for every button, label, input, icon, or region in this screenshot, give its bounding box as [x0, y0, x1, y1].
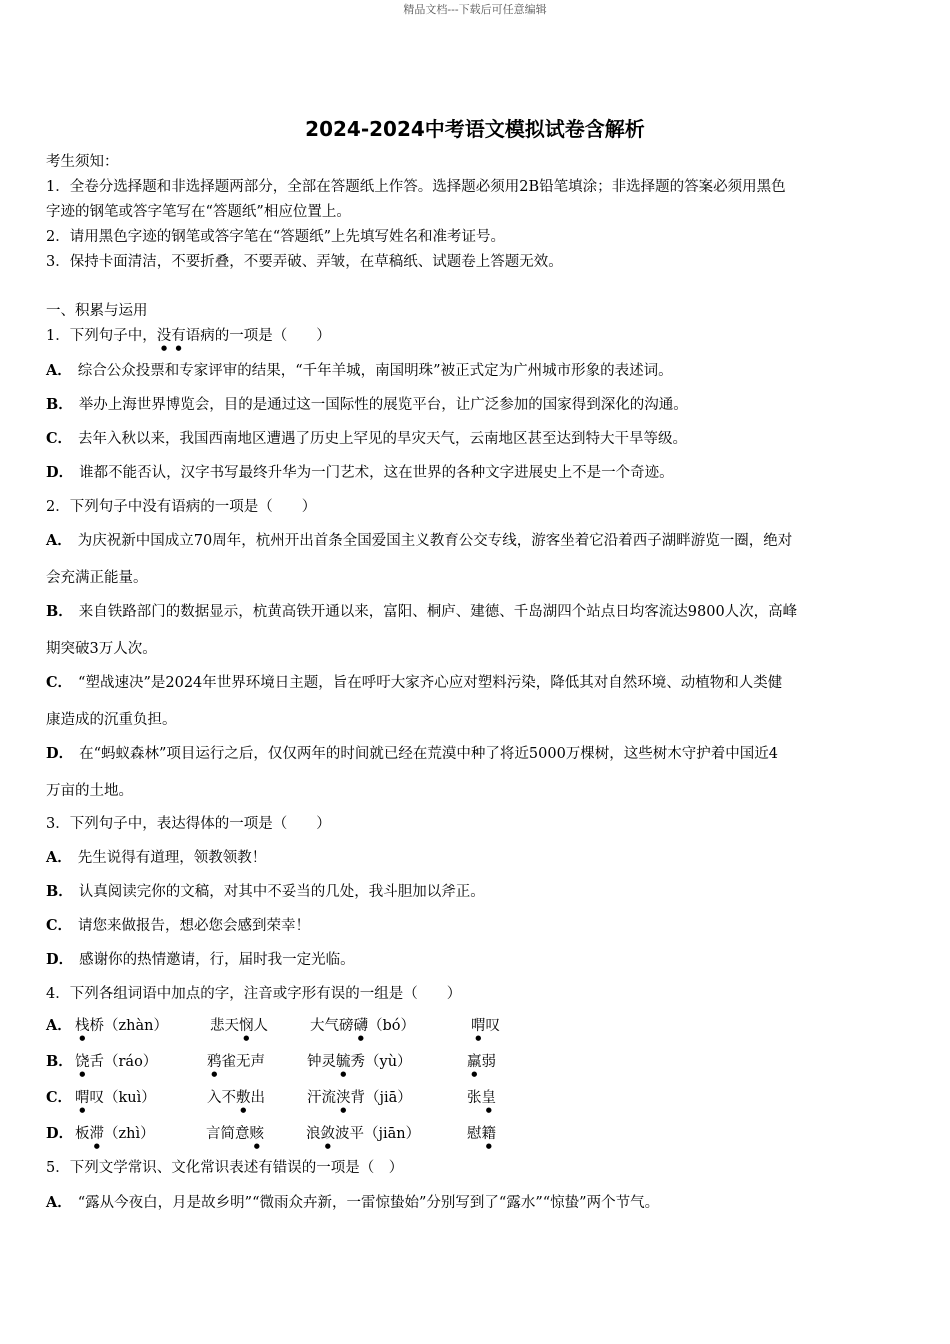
emphasis-word: 没有	[156, 328, 186, 344]
q4-row-c: C． 喟叹（kuì） 入不敷出 汗流浃背（jiā） 张皇	[46, 1089, 496, 1106]
q5-option-a: A． “露从今夜白，月是故乡明”“微雨众卉新，一雷惊蛰始”分别写到了“露水”“惊蛰”两个节气。	[46, 1194, 660, 1211]
q2-option-c-cont: 康造成的沉重负担。	[46, 712, 177, 728]
notice-item: 1．全卷分选择题和非选择题两部分，全部在答题纸上作答。选择题必须用2B铅笔填涂；非选择题的答案必须用黑色	[46, 179, 786, 195]
notice-item: 字迹的钢笔或答字笔写在“答题纸”相应位置上。	[46, 204, 351, 220]
section-heading: 一、积累与运用	[46, 303, 148, 319]
q4-row-b: B． 饶舌（ráo） 鸦雀无声 钟灵毓秀（yù） 羸弱	[46, 1053, 496, 1070]
question-5-stem: 5．下列文学常识、文化常识表述有错误的一项是（ ）	[46, 1160, 404, 1176]
q1-option-a: A． 综合公众投票和专家评审的结果，“千年羊城，南国明珠”被正式定为广州城市形象的表述词。	[46, 362, 673, 379]
notice-heading: 考生须知：	[46, 154, 119, 170]
q2-option-d: D． 在“蚂蚁森林”项目运行之后，仅仅两年的时间就已经在荒漠中种了将近5000万棵树，这些树木守护着中国近4	[46, 745, 779, 762]
page-title: 2024-2024中考语文模拟试卷含解析	[305, 117, 645, 141]
header-note: 精品文档---下载后可任意编辑	[403, 3, 547, 16]
q3-option-b: B． 认真阅读完你的文稿，对其中不妥当的几处，我斗胆加以斧正。	[46, 883, 485, 900]
q1-option-b: B． 举办上海世界博览会，目的是通过这一国际性的展览平台，让广泛参加的国家得到深化的沟通。	[46, 396, 688, 413]
q3-option-d: D． 感谢你的热情邀请，行，届时我一定光临。	[46, 951, 355, 968]
q2-option-b: B． 来自铁路部门的数据显示，杭黄高铁开通以来，富阳、桐庐、建德、千岛湖四个站点日均客流达9800人次，高峰	[46, 603, 798, 620]
q2-option-c: C． “塑战速决”是2024年世界环境日主题，旨在呼吁大家齐心应对塑料污染，降低其对自然环境、动植物和人类健	[46, 674, 783, 691]
question-3-stem: 3．下列句子中，表达得体的一项是（ ）	[46, 816, 331, 832]
question-2-stem: 2．下列句子中没有语病的一项是（ ）	[46, 499, 317, 515]
q3-option-c: C． 请您来做报告，想必您会感到荣幸！	[46, 917, 311, 934]
q2-option-d-cont: 万亩的土地。	[46, 783, 133, 799]
q2-option-a-cont: 会充满正能量。	[46, 570, 148, 586]
q2-option-b-cont: 期突破3万人次。	[46, 641, 157, 657]
question-1-stem: 1．下列句子中，没有语病的一项是（ ）	[46, 328, 331, 344]
question-4-stem: 4．下列各组词语中加点的字，注音或字形有误的一组是（ ）	[46, 986, 462, 1002]
notice-item: 3．保持卡面清洁，不要折叠，不要弄破、弄皱，在草稿纸、试题卷上答题无效。	[46, 254, 563, 270]
q4-row-d: D． 板滞（zhì） 言简意赅 浪敛波平（jiān） 慰籍	[46, 1125, 496, 1142]
notice-item: 2．请用黑色字迹的钢笔或答字笔在“答题纸”上先填写姓名和准考证号。	[46, 229, 506, 245]
q4-row-a: A． 栈桥（zhàn） 悲天悯人 大气磅礴（bó） 喟叹	[46, 1017, 500, 1034]
q3-option-a: A． 先生说得有道理，领教领教！	[46, 849, 267, 866]
q1-option-c: C． 去年入秋以来，我国西南地区遭遇了历史上罕见的旱灾天气，云南地区甚至达到特大干旱等级。	[46, 430, 688, 447]
q1-option-d: D． 谁都不能否认，汉字书写最终升华为一门艺术，这在世界的各种文字进展史上不是一个奇迹。	[46, 464, 674, 481]
q2-option-a: A． 为庆祝新中国成立70周年，杭州开出首条全国爱国主义教育公交专线，游客坐着它沿着西子湖畔游览一圈，绝对	[46, 532, 793, 549]
